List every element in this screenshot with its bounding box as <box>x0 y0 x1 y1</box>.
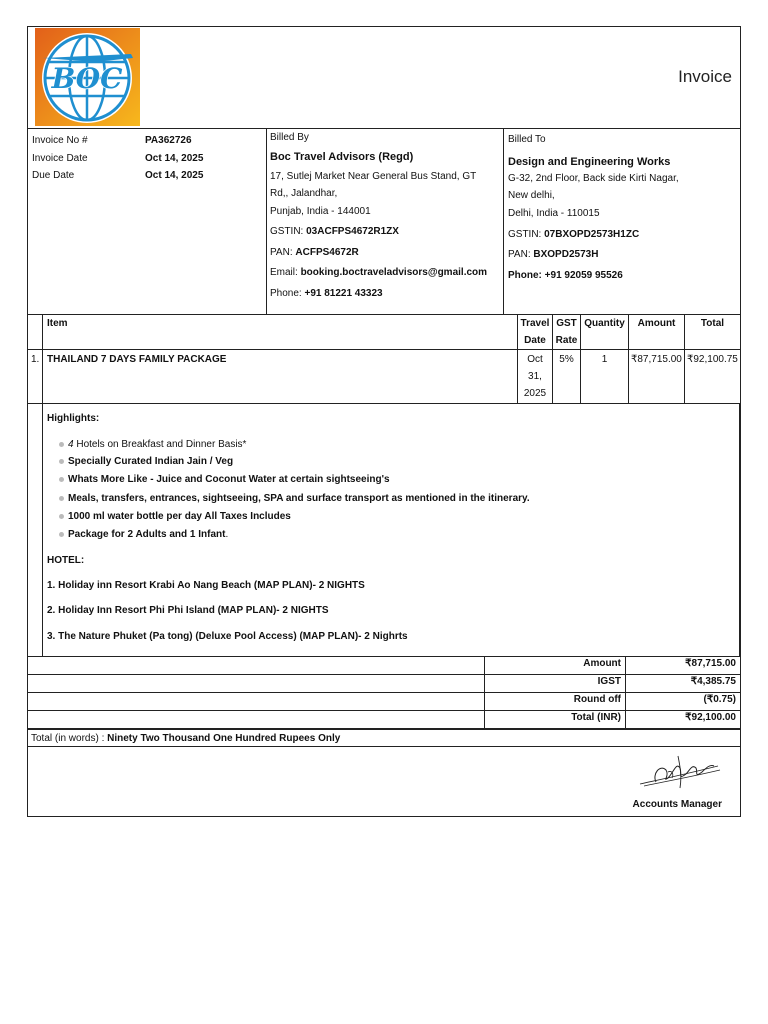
highlights-title: Highlights: <box>47 413 100 424</box>
row-quantity: 1 <box>581 350 629 404</box>
bullet-icon <box>59 496 64 501</box>
amount-row <box>28 656 740 675</box>
billed-by-address-2: Rd,, Jalandhar, <box>270 188 338 199</box>
bullet-icon <box>59 514 64 519</box>
billed-by-address-1: 17, Sutlej Market Near General Bus Stand, GT <box>270 171 477 182</box>
total-words-label: Total (in words) : <box>31 733 108 744</box>
billed-by-email: Email: booking.boctraveladvisors@gmail.com <box>270 267 488 278</box>
totals-section <box>28 656 740 729</box>
row-item: THAILAND 7 DAYS FAMILY PACKAGE <box>43 350 518 404</box>
highlight-item: Whats More Like - Juice and Coconut Water at certain sightseeing's <box>59 474 390 485</box>
igst-label: IGST <box>484 674 626 692</box>
row-travel-date: Oct 31, 2025 <box>518 350 553 404</box>
total-value: ₹92,100.00 <box>685 712 736 723</box>
hotel-item: 2. Holiday Inn Resort Phi Phi Island (MAP PLAN)- 2 NIGHTS <box>47 605 329 616</box>
total-header: Total <box>685 314 740 350</box>
billed-to-gstin: GSTIN: 07BXOPD2573H1ZC <box>508 229 640 240</box>
billed-to-address-1: G-32, 2nd Floor, Back side Kirti Nagar, <box>508 173 679 184</box>
highlight-item: Meals, transfers, entrances, sightseeing, SPA and surface transport as mentioned in the itinerary. <box>59 493 530 504</box>
boc-logo-icon <box>35 28 140 126</box>
item-description <box>28 404 740 657</box>
igst-row <box>28 674 740 693</box>
logo-text: BOC <box>51 62 123 95</box>
billed-by-pan: PAN: ACFPS4672R <box>270 247 359 258</box>
row-amount: ₹87,715.00 <box>629 350 685 404</box>
billed-to-address-2: New delhi, <box>508 190 555 201</box>
billed-by-heading: Billed By <box>270 132 309 143</box>
total-in-words <box>28 730 740 747</box>
due-date-value: Oct 14, 2025 <box>145 170 204 181</box>
billed-to <box>504 128 740 314</box>
item-header: Item <box>43 314 518 350</box>
signature-label: Accounts Manager <box>632 799 722 810</box>
due-date-label: Due Date <box>32 170 75 181</box>
page-title: Invoice <box>678 67 732 86</box>
billed-by <box>266 128 504 314</box>
round-off-value: (₹0.75) <box>703 694 736 705</box>
billed-to-address-3: Delhi, India - 110015 <box>508 208 600 219</box>
index-header <box>28 314 43 350</box>
gst-rate-header: GST Rate <box>553 314 581 350</box>
hotel-item: 3. The Nature Phuket (Pa tong) (Deluxe Pool Access) (MAP PLAN)- 2 Nighrts <box>47 631 408 642</box>
row-total: ₹92,100.75 <box>685 350 740 404</box>
row-gst-rate: 5% <box>553 350 581 404</box>
billed-to-heading: Billed To <box>508 134 546 145</box>
total-row <box>28 710 740 730</box>
billed-by-name: Boc Travel Advisors (Regd) <box>270 151 414 163</box>
invoice-number-value: PA362726 <box>145 135 192 146</box>
travel-date-header: Travel Date <box>518 314 553 350</box>
bullet-icon <box>59 442 64 447</box>
round-off-row <box>28 692 740 711</box>
total-label: Total (INR) <box>484 710 626 728</box>
highlight-item: 4 Hotels on Breakfast and Dinner Basis* <box>59 439 246 450</box>
signature-section <box>28 747 740 817</box>
bullet-icon <box>59 477 64 482</box>
billed-by-address-3: Punjab, India - 144001 <box>270 206 371 217</box>
invoice-date-value: Oct 14, 2025 <box>145 153 204 164</box>
highlight-item: Package for 2 Adults and 1 Infant. <box>59 529 228 540</box>
amount-header: Amount <box>629 314 685 350</box>
invoice-meta <box>28 128 267 314</box>
billed-by-gstin: GSTIN: 03ACFPS4672R1ZX <box>270 226 399 237</box>
highlight-item: 1000 ml water bottle per day All Taxes Includes <box>59 511 291 522</box>
billed-to-phone: Phone: +91 92059 95526 <box>508 270 623 281</box>
billed-to-name: Design and Engineering Works <box>508 156 671 168</box>
highlight-item: Specially Curated Indian Jain / Veg <box>59 456 233 467</box>
bullet-icon <box>59 532 64 537</box>
invoice-header <box>28 27 740 129</box>
invoice-number-label: Invoice No # <box>32 135 88 146</box>
invoice-date-label: Invoice Date <box>32 153 88 164</box>
amount-value: ₹87,715.00 <box>685 658 736 669</box>
bullet-icon <box>59 459 64 464</box>
igst-value: ₹4,385.75 <box>690 676 736 687</box>
billed-to-pan: PAN: BXOPD2573H <box>508 249 599 260</box>
quantity-header: Quantity <box>581 314 629 350</box>
items-table <box>28 314 740 656</box>
hotel-title: HOTEL: <box>47 555 85 566</box>
row-index: 1. <box>28 350 43 404</box>
hotel-item: 1. Holiday inn Resort Krabi Ao Nang Beach (MAP PLAN)- 2 NIGHTS <box>47 580 365 591</box>
invoice-info <box>28 128 740 315</box>
billed-by-phone: Phone: +91 81221 43323 <box>270 288 383 299</box>
signature-icon <box>638 752 722 792</box>
amount-label: Amount <box>484 656 626 674</box>
invoice-document <box>27 26 741 817</box>
total-words-value: Ninety Two Thousand One Hundred Rupees Only <box>107 733 341 744</box>
round-off-label: Round off <box>484 692 626 710</box>
